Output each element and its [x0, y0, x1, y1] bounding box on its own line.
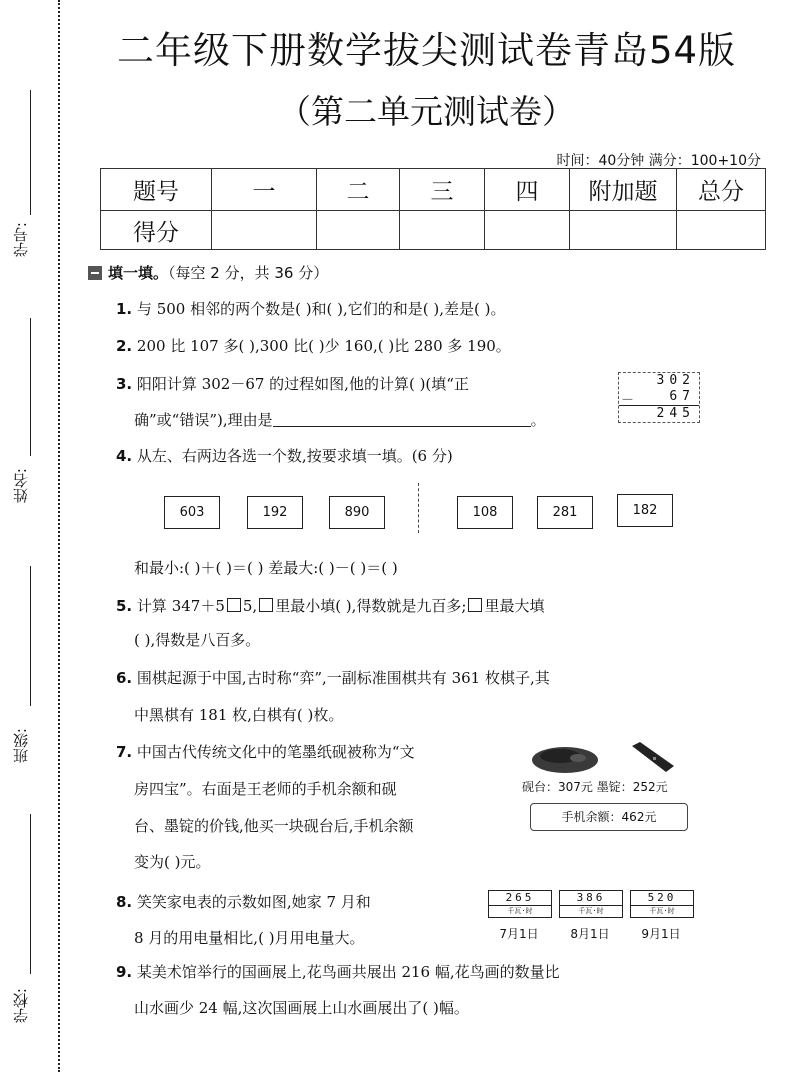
score-header-row — [101, 169, 766, 211]
binding-dashed-line — [58, 0, 60, 1072]
number-card-left: 890 — [329, 496, 385, 529]
meter-digits: 265 — [505, 891, 535, 904]
side-rule — [30, 814, 31, 974]
number-card-right: 281 — [537, 496, 593, 529]
number-card-left: 192 — [247, 496, 303, 529]
question-text: 笑笑家电表的示数如图,她家 7 月和 — [136, 893, 371, 911]
question-text: 某美术馆举行的国画展上,花鸟画共展出 216 幅,花鸟画的数量比 — [136, 963, 560, 981]
question-8-line2: 8 月的用电量相比,( )月用电量大。 — [134, 929, 365, 947]
meter-date: 9月1日 — [641, 927, 681, 941]
electric-meter — [559, 890, 623, 918]
question-text: 阳阳计算 302－67 的过程如图,他的计算( )(填“正 — [136, 375, 469, 393]
section-label: 填一填。 — [108, 264, 169, 282]
inkstone-icon — [528, 738, 603, 776]
header-cell: 三 — [400, 169, 485, 211]
meter-unit: 千瓦·时 — [489, 905, 551, 916]
section-number-icon — [88, 266, 102, 280]
phone-balance-box: 手机余额：462元 — [530, 803, 688, 831]
question-text: 5, — [242, 597, 258, 615]
question-number: 5. — [116, 597, 133, 615]
answer-blank[interactable] — [273, 412, 531, 427]
question-text: 与 500 相邻的两个数是( )和( ),它们的和是( ),差是( )。 — [136, 300, 506, 318]
question-4 — [116, 446, 453, 466]
question-number: 3. — [116, 375, 133, 393]
calc-row-2-value: 67 — [669, 389, 695, 404]
question-text: 中国古代传统文化中的笔墨纸砚被称为“文 — [136, 743, 415, 761]
meter-date: 8月1日 — [570, 927, 610, 941]
calc-row-3: 245 — [619, 405, 699, 422]
question-3-line2 — [134, 410, 546, 430]
question-2 — [116, 336, 511, 356]
meter-date: 7月1日 — [499, 927, 539, 941]
label-name: 姓名: — [12, 468, 30, 504]
calc-row-1: 302 — [656, 373, 695, 388]
ink-stick-icon — [628, 740, 678, 776]
question-text: 。 — [530, 411, 546, 429]
meter-digits: 386 — [576, 891, 606, 904]
calc-row-2 — [619, 389, 699, 408]
question-number: 2. — [116, 337, 133, 355]
score-cell[interactable] — [400, 211, 485, 250]
score-cell[interactable] — [212, 211, 317, 250]
question-7-line3: 台、墨锭的价钱,他买一块砚台后,手机余额 — [134, 817, 414, 835]
question-number: 8. — [116, 893, 133, 911]
header-cell: 二 — [317, 169, 400, 211]
side-rule — [30, 566, 31, 706]
header-cell: 一 — [212, 169, 317, 211]
question-number: 4. — [116, 447, 133, 465]
question-4-answer: 和最小:( )＋( )＝( ) 差最大:( )－( )＝( ) — [134, 559, 398, 577]
question-number: 9. — [116, 963, 133, 981]
label-class: 班级: — [12, 728, 30, 764]
divider-line — [418, 483, 419, 533]
question-7-line4: 变为( )元。 — [134, 853, 211, 871]
section-heading — [88, 262, 328, 283]
score-row-label: 得分 — [101, 211, 212, 250]
subtraction-vertical-calc — [618, 372, 700, 423]
label-student-id: 学号: — [12, 222, 30, 258]
question-text: 里最大填 — [484, 597, 545, 615]
score-row — [101, 211, 766, 250]
question-7-line2: 房四宝”。右面是王老师的手机余额和砚 — [134, 780, 397, 798]
electric-meter — [630, 890, 694, 918]
meter-digits: 520 — [647, 891, 677, 904]
header-cell: 附加题 — [570, 169, 677, 211]
question-7 — [116, 742, 415, 762]
question-text: 里最小填( ),得数就是九百多; — [275, 597, 467, 615]
question-text: 计算 347＋5 — [136, 597, 225, 615]
question-6-line2: 中黑棋有 181 枚,白棋有( )枚。 — [134, 706, 344, 724]
meter-unit: 千瓦·时 — [631, 905, 693, 916]
electric-meter — [488, 890, 552, 918]
score-table — [100, 168, 766, 250]
question-text: 确”或“错误”),理由是 — [134, 411, 273, 429]
question-text: 从左、右两边各选一个数,按要求填一填。(6 分) — [136, 447, 453, 465]
page-title: 二年级下册数学拔尖测试卷青岛54版 — [116, 29, 737, 72]
minus-sign: － — [621, 393, 635, 408]
label-school: 学校: — [12, 988, 30, 1024]
side-rule — [30, 318, 31, 456]
blank-square[interactable] — [227, 598, 241, 612]
question-number: 1. — [116, 300, 133, 318]
page-subtitle: （第二单元测试卷） — [278, 92, 575, 131]
question-5 — [116, 596, 545, 616]
number-card-right: 108 — [457, 496, 513, 529]
meter-unit: 千瓦·时 — [560, 905, 622, 916]
price-label: 砚台：307元 墨锭：252元 — [522, 780, 668, 794]
question-1 — [116, 299, 506, 319]
number-card-left: 603 — [164, 496, 220, 529]
header-cell: 题号 — [101, 169, 212, 211]
question-number: 6. — [116, 669, 133, 687]
score-cell[interactable] — [570, 211, 677, 250]
score-cell[interactable] — [677, 211, 766, 250]
blank-square-icon — [468, 598, 482, 612]
question-text: 围棋起源于中国,古时称“弈”,一副标准围棋共有 361 枚棋子,其 — [136, 669, 550, 687]
section-note: （每空 2 分，共 36 分） — [168, 264, 329, 282]
side-rule — [30, 90, 31, 215]
header-cell: 四 — [485, 169, 570, 211]
question-3 — [116, 374, 469, 394]
question-text: 200 比 107 多( ),300 比( )少 160,( )比 280 多 190。 — [136, 337, 511, 355]
blank-square-icon — [259, 598, 273, 612]
question-9 — [116, 962, 560, 982]
question-8 — [116, 892, 371, 912]
number-card-right: 182 — [617, 494, 673, 527]
question-9-line2: 山水画少 24 幅,这次国画展上山水画展出了( )幅。 — [134, 999, 469, 1017]
question-number: 7. — [116, 743, 133, 761]
score-cell[interactable] — [485, 211, 570, 250]
header-cell: 总分 — [677, 169, 766, 211]
question-5-line2: ( ),得数是八百多。 — [134, 631, 261, 649]
time-info: 时间：40分钟 满分：100+10分 — [556, 153, 761, 169]
question-6 — [116, 668, 550, 688]
score-cell[interactable] — [317, 211, 400, 250]
